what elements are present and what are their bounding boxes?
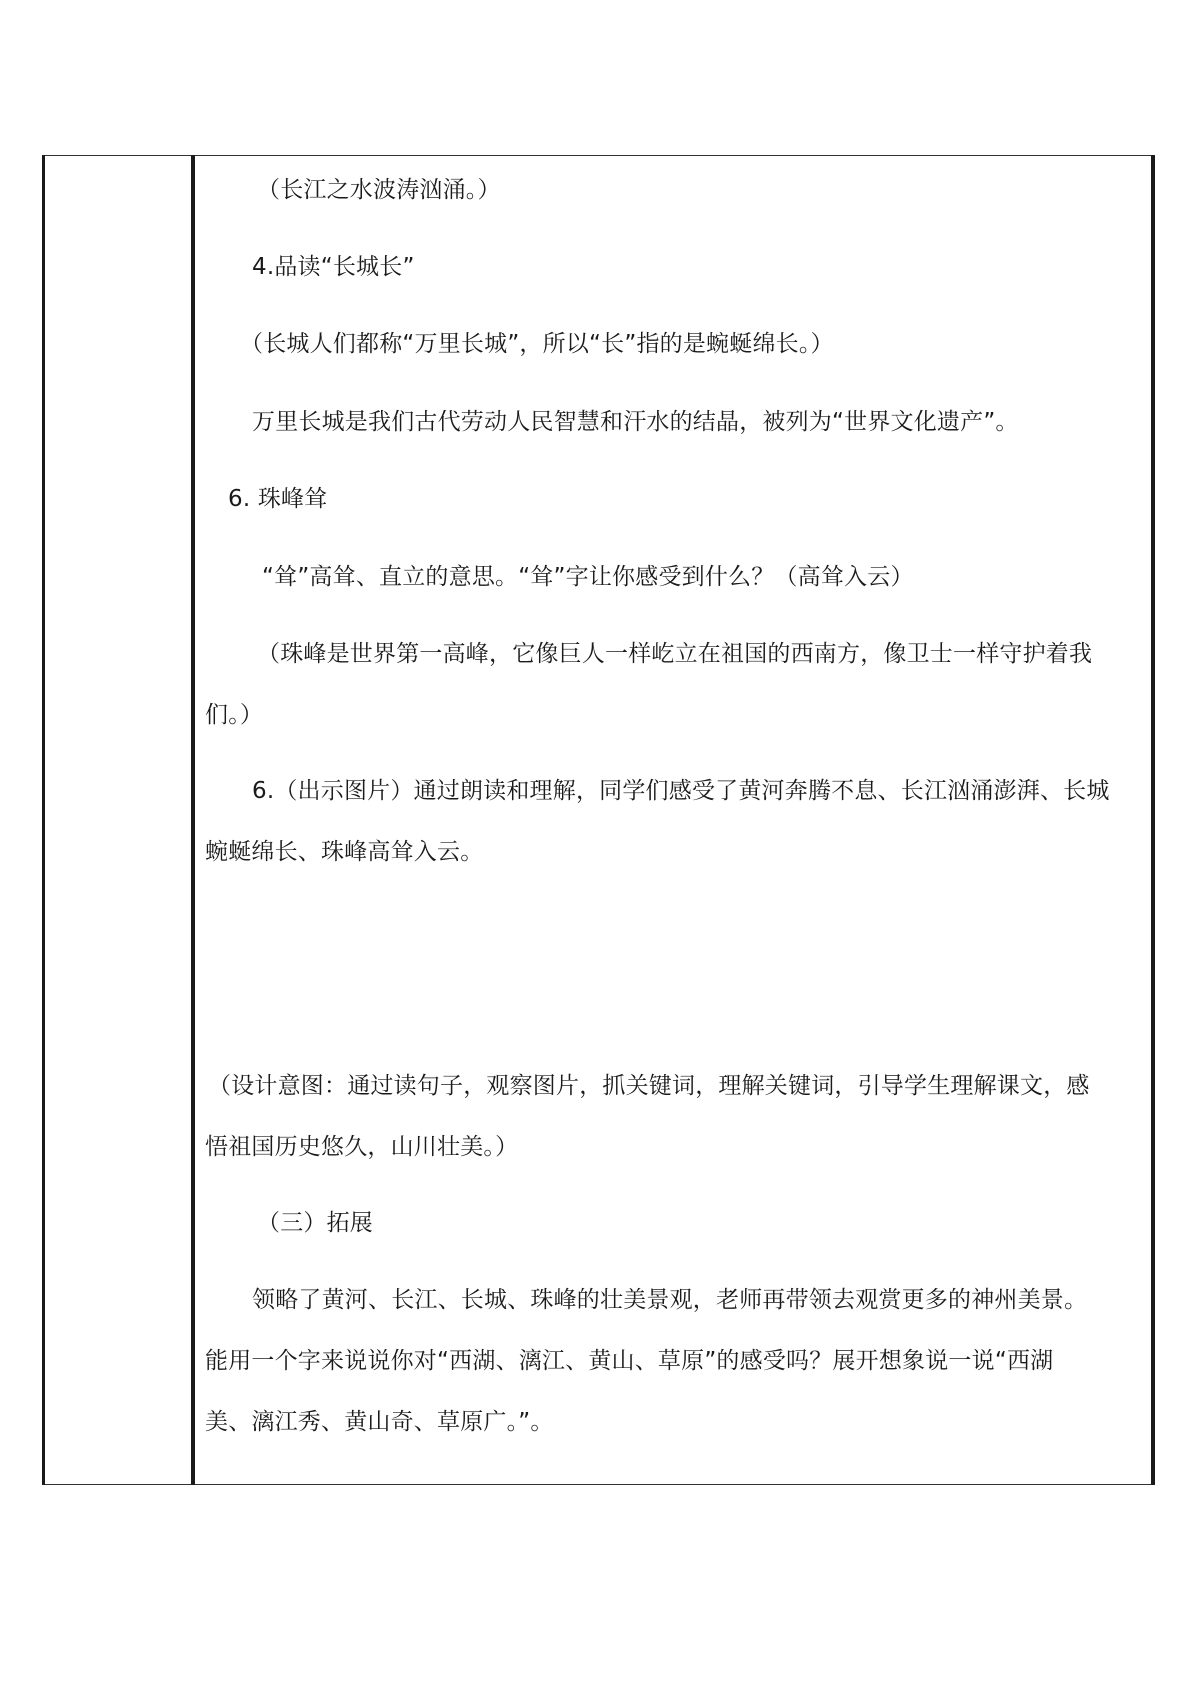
paragraph-everest-note-line1: （珠峰是世界第一高峰，它像巨人一样屹立在祖国的西南方，像卫士一样守护着我 <box>257 641 1093 667</box>
paragraph-great-wall-heritage: 万里长城是我们古代劳动人民智慧和汗水的结晶，被列为“世界文化遗产”。 <box>252 409 1019 435</box>
paragraph-heading-extension: （三）拓展 <box>257 1210 373 1236</box>
paragraph-summary-line2: 蜿蜒绵长、珠峰高耸入云。 <box>205 839 484 865</box>
paragraph-song-meaning: “耸”高耸、直立的意思。“耸”字让你感受到什么？（高耸入云） <box>262 564 914 590</box>
table-column-divider <box>191 155 195 1485</box>
table-left-border <box>42 155 45 1485</box>
paragraph-heading-great-wall: 4.品读“长城长” <box>252 254 415 280</box>
paragraph-extension-line1: 领略了黄河、长江、长城、珠峰的壮美景观，老师再带领去观赏更多的神州美景。 <box>252 1287 1088 1313</box>
paragraph-great-wall-note: （长城人们都称“万里长城”，所以“长”指的是蜿蜒绵长。） <box>240 331 834 357</box>
paragraph-yangtze-note: （长江之水波涛汹涌。） <box>257 177 501 203</box>
paragraph-extension-line3: 美、漓江秀、黄山奇、草原广。”。 <box>205 1409 554 1435</box>
paragraph-design-intent-line1: （设计意图：通过读句子，观察图片，抓关键词，理解关键词，引导学生理解课文，感 <box>208 1073 1090 1099</box>
paragraph-design-intent-line2: 悟祖国历史悠久，山川壮美。） <box>205 1134 519 1160</box>
paragraph-extension-line2: 能用一个字来说说你对“西湖、漓江、黄山、草原”的感受吗？展开想象说一说“西湖 <box>205 1348 1054 1374</box>
paragraph-heading-everest: 6. 珠峰耸 <box>228 486 328 512</box>
paragraph-summary-line1: 6.（出示图片）通过朗读和理解，同学们感受了黄河奔腾不息、长江汹涌澎湃、长城 <box>252 778 1110 804</box>
paragraph-everest-note-line2: 们。） <box>205 702 264 728</box>
lesson-content-cell <box>205 155 1145 1485</box>
